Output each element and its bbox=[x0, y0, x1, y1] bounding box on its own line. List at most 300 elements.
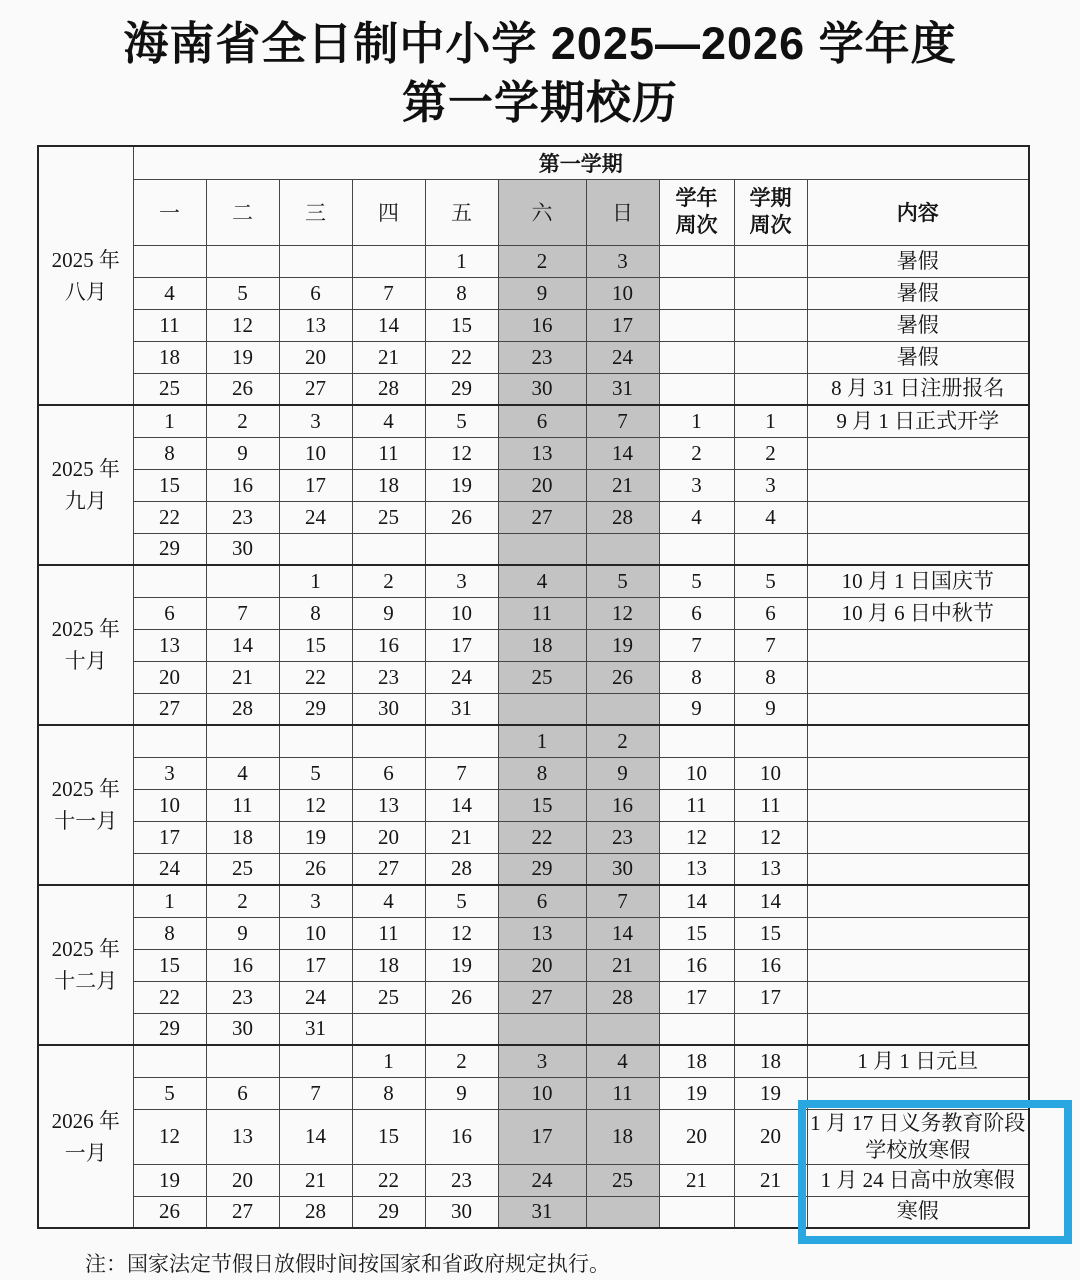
term-week-cell: 6 bbox=[734, 597, 807, 629]
day-cell: 5 bbox=[586, 565, 659, 597]
day-cell: 27 bbox=[133, 693, 206, 725]
day-cell: 19 bbox=[425, 949, 498, 981]
day-cell: 18 bbox=[133, 341, 206, 373]
calendar-row bbox=[38, 629, 1029, 661]
day-cell: 16 bbox=[206, 469, 279, 501]
day-cell: 9 bbox=[498, 277, 586, 309]
day-cell: 26 bbox=[586, 661, 659, 693]
day-cell: 17 bbox=[133, 821, 206, 853]
content-cell: 10 月 6 日中秋节 bbox=[807, 597, 1029, 629]
term-week-cell: 16 bbox=[734, 949, 807, 981]
content-cell: 寒假 bbox=[807, 1196, 1029, 1228]
day-cell: 14 bbox=[586, 437, 659, 469]
day-cell: 10 bbox=[133, 789, 206, 821]
content-cell bbox=[807, 661, 1029, 693]
content-cell: 1 月 17 日义务教育阶段学校放寒假 bbox=[807, 1109, 1029, 1164]
weekday-header: 二 bbox=[206, 179, 279, 245]
day-cell: 14 bbox=[425, 789, 498, 821]
day-cell: 21 bbox=[352, 341, 425, 373]
day-cell bbox=[352, 725, 425, 757]
content-cell bbox=[807, 789, 1029, 821]
day-cell: 7 bbox=[586, 405, 659, 437]
semester-header: 第一学期 bbox=[133, 146, 1029, 179]
day-cell: 25 bbox=[206, 853, 279, 885]
week-header-line: 周次 bbox=[749, 213, 792, 237]
term-week-cell: 17 bbox=[734, 981, 807, 1013]
day-cell: 1 bbox=[425, 245, 498, 277]
day-cell: 27 bbox=[279, 373, 352, 405]
day-cell: 24 bbox=[498, 1164, 586, 1196]
day-cell: 17 bbox=[279, 469, 352, 501]
day-cell: 4 bbox=[586, 1045, 659, 1077]
day-cell: 22 bbox=[352, 1164, 425, 1196]
week-header bbox=[659, 179, 734, 245]
day-cell: 27 bbox=[498, 501, 586, 533]
month-label-year: 2025 年 bbox=[51, 247, 120, 272]
year-week-cell bbox=[659, 309, 734, 341]
day-cell: 20 bbox=[279, 341, 352, 373]
day-cell: 29 bbox=[133, 1013, 206, 1045]
day-cell: 29 bbox=[425, 373, 498, 405]
day-cell: 3 bbox=[133, 757, 206, 789]
month-label-month: 九月 bbox=[64, 489, 107, 513]
day-cell: 8 bbox=[133, 437, 206, 469]
day-cell: 30 bbox=[425, 1196, 498, 1228]
day-cell: 12 bbox=[279, 789, 352, 821]
day-cell: 30 bbox=[586, 853, 659, 885]
day-cell: 15 bbox=[352, 1109, 425, 1164]
day-cell: 30 bbox=[206, 533, 279, 565]
day-cell: 8 bbox=[133, 917, 206, 949]
term-week-cell bbox=[734, 277, 807, 309]
day-cell: 9 bbox=[586, 757, 659, 789]
day-cell: 12 bbox=[586, 597, 659, 629]
term-week-cell: 7 bbox=[734, 629, 807, 661]
day-cell: 12 bbox=[425, 917, 498, 949]
day-cell: 30 bbox=[352, 693, 425, 725]
weekday-header: 五 bbox=[425, 179, 498, 245]
content-cell bbox=[807, 1077, 1029, 1109]
month-label-month: 十月 bbox=[64, 649, 107, 673]
day-cell: 28 bbox=[586, 981, 659, 1013]
month-label bbox=[38, 725, 133, 885]
footnote: 注：国家法定节假日放假时间按国家和省政府规定执行。 bbox=[85, 1252, 610, 1276]
day-cell: 10 bbox=[279, 917, 352, 949]
month-label bbox=[38, 1045, 133, 1228]
day-cell bbox=[425, 533, 498, 565]
month-label-month: 八月 bbox=[64, 279, 107, 304]
day-cell: 23 bbox=[425, 1164, 498, 1196]
calendar-row bbox=[38, 853, 1029, 885]
term-week-cell bbox=[734, 245, 807, 277]
term-week-cell: 9 bbox=[734, 693, 807, 725]
calendar-row bbox=[38, 245, 1029, 277]
year-week-cell: 10 bbox=[659, 757, 734, 789]
term-week-cell: 14 bbox=[734, 885, 807, 917]
content-cell bbox=[807, 725, 1029, 757]
calendar-row bbox=[38, 405, 1029, 437]
day-cell: 11 bbox=[352, 437, 425, 469]
term-week-cell bbox=[734, 1013, 807, 1045]
calendar-row bbox=[38, 373, 1029, 405]
day-cell: 7 bbox=[586, 885, 659, 917]
year-week-cell bbox=[659, 373, 734, 405]
year-week-cell: 5 bbox=[659, 565, 734, 597]
year-week-cell: 9 bbox=[659, 693, 734, 725]
term-week-cell: 4 bbox=[734, 501, 807, 533]
content-cell: 暑假 bbox=[807, 341, 1029, 373]
calendar-row bbox=[38, 341, 1029, 373]
day-cell: 17 bbox=[279, 949, 352, 981]
content-cell bbox=[807, 437, 1029, 469]
calendar-row bbox=[38, 309, 1029, 341]
day-cell: 3 bbox=[586, 245, 659, 277]
term-week-cell bbox=[734, 725, 807, 757]
day-cell: 23 bbox=[498, 341, 586, 373]
term-week-cell: 13 bbox=[734, 853, 807, 885]
day-cell: 19 bbox=[206, 341, 279, 373]
term-week-cell: 20 bbox=[734, 1109, 807, 1164]
term-week-cell bbox=[734, 373, 807, 405]
day-cell: 24 bbox=[279, 501, 352, 533]
day-cell: 1 bbox=[352, 1045, 425, 1077]
day-cell: 7 bbox=[206, 597, 279, 629]
day-cell: 28 bbox=[206, 693, 279, 725]
day-cell: 6 bbox=[279, 277, 352, 309]
term-week-cell: 21 bbox=[734, 1164, 807, 1196]
year-week-cell: 20 bbox=[659, 1109, 734, 1164]
term-week-cell: 18 bbox=[734, 1045, 807, 1077]
day-cell: 5 bbox=[425, 885, 498, 917]
day-cell: 25 bbox=[352, 501, 425, 533]
day-cell: 29 bbox=[133, 533, 206, 565]
day-cell: 9 bbox=[206, 917, 279, 949]
calendar-row bbox=[38, 821, 1029, 853]
week-header bbox=[734, 179, 807, 245]
day-cell: 7 bbox=[279, 1077, 352, 1109]
page-title bbox=[0, 14, 1080, 132]
day-cell: 24 bbox=[425, 661, 498, 693]
day-cell: 26 bbox=[425, 501, 498, 533]
day-cell: 9 bbox=[352, 597, 425, 629]
calendar-row bbox=[38, 917, 1029, 949]
content-cell: 1 月 1 日元旦 bbox=[807, 1045, 1029, 1077]
day-cell: 31 bbox=[498, 1196, 586, 1228]
calendar-row bbox=[38, 981, 1029, 1013]
term-week-cell: 8 bbox=[734, 661, 807, 693]
year-week-cell: 14 bbox=[659, 885, 734, 917]
day-cell bbox=[352, 245, 425, 277]
day-cell: 19 bbox=[425, 469, 498, 501]
day-cell: 24 bbox=[133, 853, 206, 885]
day-cell: 20 bbox=[352, 821, 425, 853]
year-week-cell bbox=[659, 1196, 734, 1228]
calendar-row bbox=[38, 565, 1029, 597]
content-cell bbox=[807, 533, 1029, 565]
content-cell bbox=[807, 757, 1029, 789]
day-cell: 6 bbox=[206, 1077, 279, 1109]
day-cell: 6 bbox=[352, 757, 425, 789]
calendar-row bbox=[38, 789, 1029, 821]
day-cell bbox=[206, 725, 279, 757]
month-label-year: 2025 年 bbox=[51, 457, 120, 481]
day-cell: 8 bbox=[279, 597, 352, 629]
day-cell: 31 bbox=[586, 373, 659, 405]
day-cell: 12 bbox=[425, 437, 498, 469]
term-week-cell: 5 bbox=[734, 565, 807, 597]
day-cell: 9 bbox=[206, 437, 279, 469]
day-cell: 11 bbox=[498, 597, 586, 629]
content-cell bbox=[807, 949, 1029, 981]
calendar-row bbox=[38, 725, 1029, 757]
day-cell: 20 bbox=[498, 949, 586, 981]
content-cell bbox=[807, 853, 1029, 885]
day-cell bbox=[133, 1045, 206, 1077]
term-week-cell bbox=[734, 341, 807, 373]
day-cell: 2 bbox=[586, 725, 659, 757]
day-cell: 10 bbox=[279, 437, 352, 469]
day-cell: 4 bbox=[206, 757, 279, 789]
day-cell: 27 bbox=[498, 981, 586, 1013]
calendar-body bbox=[38, 146, 1029, 1228]
day-cell: 17 bbox=[498, 1109, 586, 1164]
term-week-cell: 2 bbox=[734, 437, 807, 469]
day-cell: 26 bbox=[133, 1196, 206, 1228]
day-cell: 4 bbox=[498, 565, 586, 597]
year-week-cell: 3 bbox=[659, 469, 734, 501]
day-cell: 26 bbox=[279, 853, 352, 885]
content-cell bbox=[807, 917, 1029, 949]
year-week-cell: 11 bbox=[659, 789, 734, 821]
month-label-year: 2025 年 bbox=[51, 617, 120, 641]
week-header-line: 周次 bbox=[675, 213, 718, 237]
day-cell: 16 bbox=[352, 629, 425, 661]
column-header-row bbox=[38, 179, 1029, 245]
day-cell: 2 bbox=[206, 405, 279, 437]
day-cell: 2 bbox=[206, 885, 279, 917]
day-cell bbox=[586, 1013, 659, 1045]
week-header-line: 学年 bbox=[675, 186, 718, 210]
content-cell bbox=[807, 885, 1029, 917]
month-label-year: 2025 年 bbox=[51, 777, 120, 801]
term-week-cell bbox=[734, 533, 807, 565]
day-cell: 22 bbox=[498, 821, 586, 853]
day-cell: 11 bbox=[586, 1077, 659, 1109]
term-week-cell: 10 bbox=[734, 757, 807, 789]
day-cell: 13 bbox=[206, 1109, 279, 1164]
day-cell: 1 bbox=[133, 405, 206, 437]
day-cell: 4 bbox=[352, 405, 425, 437]
day-cell: 17 bbox=[586, 309, 659, 341]
calendar-row bbox=[38, 1013, 1029, 1045]
calendar-row bbox=[38, 597, 1029, 629]
day-cell: 21 bbox=[586, 949, 659, 981]
year-week-cell: 6 bbox=[659, 597, 734, 629]
day-cell: 3 bbox=[425, 565, 498, 597]
calendar-row bbox=[38, 885, 1029, 917]
day-cell bbox=[352, 1013, 425, 1045]
content-cell bbox=[807, 981, 1029, 1013]
term-week-cell: 19 bbox=[734, 1077, 807, 1109]
term-week-cell bbox=[734, 1196, 807, 1228]
day-cell: 18 bbox=[586, 1109, 659, 1164]
content-cell: 暑假 bbox=[807, 277, 1029, 309]
day-cell: 22 bbox=[425, 341, 498, 373]
day-cell bbox=[498, 693, 586, 725]
day-cell: 27 bbox=[352, 853, 425, 885]
day-cell: 5 bbox=[279, 757, 352, 789]
day-cell: 6 bbox=[133, 597, 206, 629]
day-cell: 27 bbox=[206, 1196, 279, 1228]
month-label-month: 十一月 bbox=[54, 809, 118, 833]
content-cell bbox=[807, 821, 1029, 853]
day-cell: 13 bbox=[133, 629, 206, 661]
day-cell: 29 bbox=[279, 693, 352, 725]
month-label-month: 一月 bbox=[64, 1140, 107, 1165]
day-cell: 2 bbox=[352, 565, 425, 597]
day-cell: 4 bbox=[133, 277, 206, 309]
day-cell: 3 bbox=[279, 885, 352, 917]
day-cell: 28 bbox=[586, 501, 659, 533]
day-cell: 13 bbox=[352, 789, 425, 821]
day-cell: 9 bbox=[425, 1077, 498, 1109]
year-week-cell: 15 bbox=[659, 917, 734, 949]
day-cell: 7 bbox=[425, 757, 498, 789]
day-cell bbox=[133, 565, 206, 597]
day-cell: 24 bbox=[279, 981, 352, 1013]
day-cell: 23 bbox=[586, 821, 659, 853]
day-cell: 16 bbox=[425, 1109, 498, 1164]
day-cell bbox=[498, 533, 586, 565]
day-cell: 16 bbox=[206, 949, 279, 981]
calendar-row bbox=[38, 1109, 1029, 1164]
day-cell: 30 bbox=[498, 373, 586, 405]
calendar-row bbox=[38, 693, 1029, 725]
calendar-row bbox=[38, 1196, 1029, 1228]
day-cell: 26 bbox=[425, 981, 498, 1013]
year-week-cell: 16 bbox=[659, 949, 734, 981]
day-cell: 14 bbox=[352, 309, 425, 341]
day-cell: 2 bbox=[425, 1045, 498, 1077]
day-cell: 25 bbox=[352, 981, 425, 1013]
calendar-row bbox=[38, 277, 1029, 309]
term-week-cell bbox=[734, 309, 807, 341]
month-label bbox=[38, 885, 133, 1045]
content-cell bbox=[807, 1013, 1029, 1045]
term-week-cell: 3 bbox=[734, 469, 807, 501]
day-cell bbox=[425, 1013, 498, 1045]
day-cell: 1 bbox=[133, 885, 206, 917]
day-cell: 28 bbox=[425, 853, 498, 885]
day-cell: 16 bbox=[498, 309, 586, 341]
year-week-cell: 17 bbox=[659, 981, 734, 1013]
day-cell: 19 bbox=[279, 821, 352, 853]
day-cell: 5 bbox=[425, 405, 498, 437]
day-cell bbox=[498, 1013, 586, 1045]
day-cell: 15 bbox=[425, 309, 498, 341]
semester-header-row bbox=[38, 146, 1029, 179]
month-label-year: 2025 年 bbox=[51, 937, 120, 961]
day-cell: 29 bbox=[498, 853, 586, 885]
day-cell bbox=[279, 1045, 352, 1077]
calendar-row bbox=[38, 1164, 1029, 1196]
year-week-cell: 19 bbox=[659, 1077, 734, 1109]
day-cell: 26 bbox=[206, 373, 279, 405]
day-cell: 16 bbox=[586, 789, 659, 821]
day-cell bbox=[279, 725, 352, 757]
day-cell: 11 bbox=[206, 789, 279, 821]
year-week-cell: 2 bbox=[659, 437, 734, 469]
day-cell: 22 bbox=[133, 501, 206, 533]
content-cell: 暑假 bbox=[807, 245, 1029, 277]
day-cell: 13 bbox=[498, 917, 586, 949]
day-cell: 3 bbox=[498, 1045, 586, 1077]
day-cell: 4 bbox=[352, 885, 425, 917]
day-cell bbox=[586, 1196, 659, 1228]
day-cell bbox=[279, 245, 352, 277]
day-cell: 7 bbox=[352, 277, 425, 309]
day-cell: 10 bbox=[586, 277, 659, 309]
weekday-header: 三 bbox=[279, 179, 352, 245]
day-cell: 2 bbox=[498, 245, 586, 277]
day-cell: 12 bbox=[206, 309, 279, 341]
day-cell: 23 bbox=[352, 661, 425, 693]
day-cell: 5 bbox=[133, 1077, 206, 1109]
weekday-header: 一 bbox=[133, 179, 206, 245]
day-cell: 23 bbox=[206, 501, 279, 533]
day-cell: 13 bbox=[279, 309, 352, 341]
day-cell: 25 bbox=[586, 1164, 659, 1196]
content-cell: 9 月 1 日正式开学 bbox=[807, 405, 1029, 437]
content-cell bbox=[807, 693, 1029, 725]
day-cell: 3 bbox=[279, 405, 352, 437]
term-week-cell: 12 bbox=[734, 821, 807, 853]
day-cell: 5 bbox=[206, 277, 279, 309]
day-cell: 18 bbox=[498, 629, 586, 661]
month-label bbox=[38, 565, 133, 725]
calendar-row bbox=[38, 757, 1029, 789]
year-week-cell: 8 bbox=[659, 661, 734, 693]
day-cell bbox=[206, 565, 279, 597]
day-cell: 8 bbox=[425, 277, 498, 309]
day-cell: 17 bbox=[425, 629, 498, 661]
day-cell: 21 bbox=[206, 661, 279, 693]
day-cell: 21 bbox=[586, 469, 659, 501]
day-cell: 19 bbox=[586, 629, 659, 661]
day-cell: 28 bbox=[279, 1196, 352, 1228]
calendar-row bbox=[38, 949, 1029, 981]
term-week-cell: 1 bbox=[734, 405, 807, 437]
year-week-cell: 12 bbox=[659, 821, 734, 853]
content-cell: 8 月 31 日注册报名 bbox=[807, 373, 1029, 405]
week-header-line: 学期 bbox=[749, 186, 792, 210]
content-cell: 暑假 bbox=[807, 309, 1029, 341]
day-cell: 14 bbox=[279, 1109, 352, 1164]
term-week-cell: 15 bbox=[734, 917, 807, 949]
calendar-row bbox=[38, 1077, 1029, 1109]
day-cell bbox=[206, 245, 279, 277]
day-cell bbox=[352, 533, 425, 565]
year-week-cell: 18 bbox=[659, 1045, 734, 1077]
calendar-row bbox=[38, 661, 1029, 693]
term-week-cell: 11 bbox=[734, 789, 807, 821]
day-cell bbox=[133, 245, 206, 277]
day-cell: 12 bbox=[133, 1109, 206, 1164]
day-cell: 23 bbox=[206, 981, 279, 1013]
day-cell bbox=[586, 693, 659, 725]
day-cell: 11 bbox=[352, 917, 425, 949]
day-cell bbox=[586, 533, 659, 565]
